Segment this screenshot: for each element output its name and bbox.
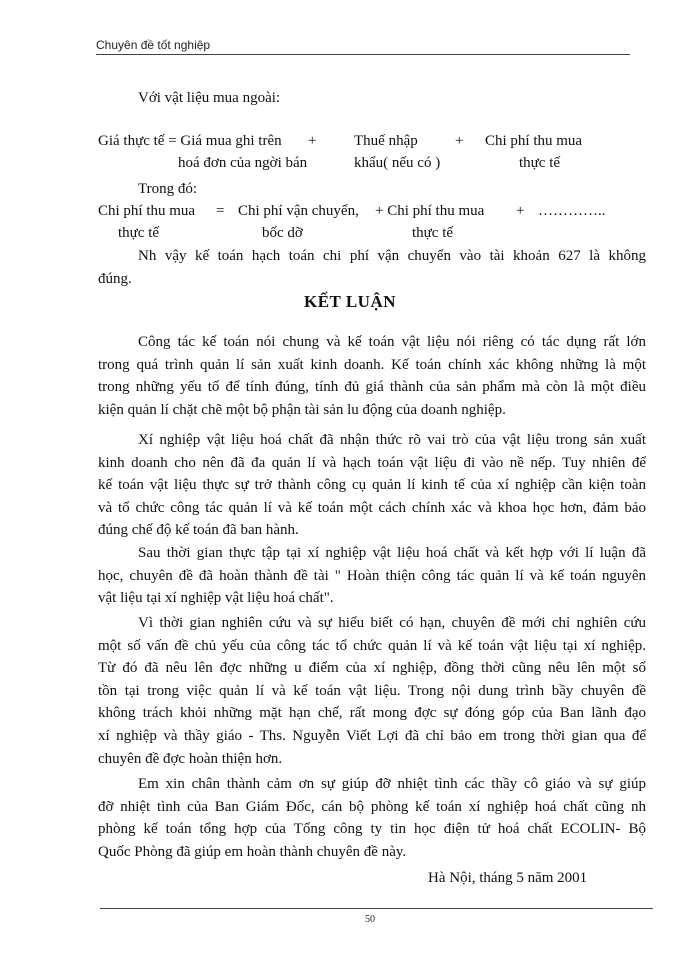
text-line: xí nghiệp và thầy giáo - Ths. Nguyễn Viết Lợi đã chỉ bảo em trong thời gian qua để: [98, 727, 646, 744]
formula-row4-lhs: thực tế: [118, 225, 160, 241]
running-header: Chuyên đề tốt nghiệp: [96, 38, 211, 52]
text-line: và tổ chức công tác quản lí và kế toán một cách chính xác và khoa học hơn, đảm bảo: [98, 499, 646, 516]
page-number: 50: [365, 914, 375, 925]
formula-row1-plus2: +: [455, 133, 464, 149]
paragraph-1: [98, 331, 646, 421]
text-line: trong những yếu tố để tính đúng, tính đủ giá thành của sản phẩm mà còn là một điều: [98, 379, 646, 396]
formula-row1-term3: Chi phí thu mua: [485, 133, 583, 149]
formula-row3-dots: …………..: [538, 203, 606, 219]
formula-row4-term2: thực tế: [412, 225, 454, 241]
text-line: Quốc Phòng đã giúp em hoàn thành chuyên đề này.: [98, 843, 407, 860]
text-line: Sau thời gian thực tập tại xí nghiệp vật liệu hoá chất và kết hợp với lí luận đã: [138, 545, 646, 561]
formula-row3-term2: + Chi phí thu mua: [375, 203, 485, 219]
paragraph-3: [98, 542, 646, 610]
text-line: Từ đó đã nêu lên đợc những u điểm của xí nghiệp, đồng thời cũng nêu lên một số: [98, 660, 646, 677]
conclusion-heading: KẾT LUẬN: [303, 292, 396, 311]
formula-row1-plus1: +: [308, 133, 317, 149]
text-line: đúng.: [98, 270, 132, 287]
formula-row1-term2: Thuế nhập: [354, 133, 418, 149]
text-line: Em xin chân thành cảm ơn sự giúp đỡ nhiệt tình các thầy cô giáo và sự giúp: [138, 776, 646, 792]
text-line: một số vấn đề chủ yếu của công tác tổ chức quản lí và kế toán vật liệu tại xí nghiệp.: [98, 637, 646, 654]
formula-row3-term1: Chi phí vận chuyển,: [238, 203, 359, 219]
text-line: Công tác kế toán nói chung và kế toán vật liệu nói riêng có tác dụng rất lớn: [138, 334, 646, 350]
text-line: Vì thời gian nghiên cứu và sự hiểu biết có hạn, chuyên đề mới chỉ nghiên cứu: [138, 615, 646, 631]
text-line: kế toán vật liệu thực sự trở thành công cụ quản lí kinh tế của xí nghiệp cần kiện toàn: [98, 477, 646, 494]
text-line: học, chuyên đề đã hoàn thành đề tài " Hoàn thiện công tác quản lí và kế toán nguyên: [98, 567, 646, 584]
paragraph-2: [98, 429, 646, 542]
formula-row3-lhs: Chi phí thu mua: [98, 203, 196, 219]
formula-row3-eq: =: [216, 203, 225, 219]
formula-row1-lhs: Giá thực tế = Giá mua ghi trên: [98, 133, 282, 149]
text-line: chuyên đề đợc hoàn thiện hơn.: [98, 750, 283, 767]
text-line: kiện quản lí chặt chẽ một bộ phận tài sản lu động của doanh nghiệp.: [98, 401, 506, 418]
text-line: kinh doanh cho nên đã đa quản lí và hạch toán vật liệu đi vào nề nếp. Tuy nhiên để: [98, 454, 646, 471]
formula-intro: Với vật liệu mua ngoài:: [138, 90, 281, 106]
header-rule: [96, 54, 630, 55]
place-date-signature: Hà Nội, tháng 5 năm 2001: [428, 870, 588, 886]
paragraph-4: [98, 612, 646, 770]
text-line: Nh vậy kế toán hạch toán chi phí vận chuyển vào tài khoản 627 là không: [138, 248, 646, 264]
footer-rule: [100, 908, 653, 909]
text-line: trong quá trình quản lí sản xuất kinh doanh. Kế toán chính xác không những là một: [98, 356, 646, 373]
text-line: không trách khỏi những mặt hạn chế, rất mong đợc sự đóng góp của Ban lãnh đạo: [98, 705, 646, 722]
text-line: vật liệu tại xí nghiệp vật liệu hoá chất".: [98, 590, 334, 607]
formula-row2-term3: thực tế: [519, 155, 561, 171]
text-line: đỡ nhiệt tình của Ban Giám Đốc, cán bộ phòng kế toán xí nghiệp hoá chất cũng nh: [98, 798, 646, 815]
text-line: Xí nghiệp vật liệu hoá chất đã nhận thức rõ vai trò của vật liệu trong sản xuất: [138, 432, 646, 448]
formula-row4-term1: bốc dỡ: [262, 225, 303, 241]
text-line: phòng kế toán tổng hợp của Tổng công ty tin học điện tử hoá chất ECOLIN- Bộ: [98, 821, 646, 838]
paragraph-5: [98, 773, 646, 863]
formula-where: Trong đó:: [138, 181, 198, 197]
formula-row3-plus: +: [516, 203, 525, 219]
formula-row2-term2: khẩu( nếu có ): [354, 155, 441, 171]
text-line: tồn tại trong việc quản lí và kế toán vật liệu. Trong nội dung trình bầy chuyên đề: [98, 682, 646, 699]
formula-row2-term1: hoá đơn của ngời bán: [178, 155, 308, 171]
formula-note: [98, 245, 646, 290]
text-line: đúng chế độ kế toán đã ban hành.: [98, 522, 299, 539]
